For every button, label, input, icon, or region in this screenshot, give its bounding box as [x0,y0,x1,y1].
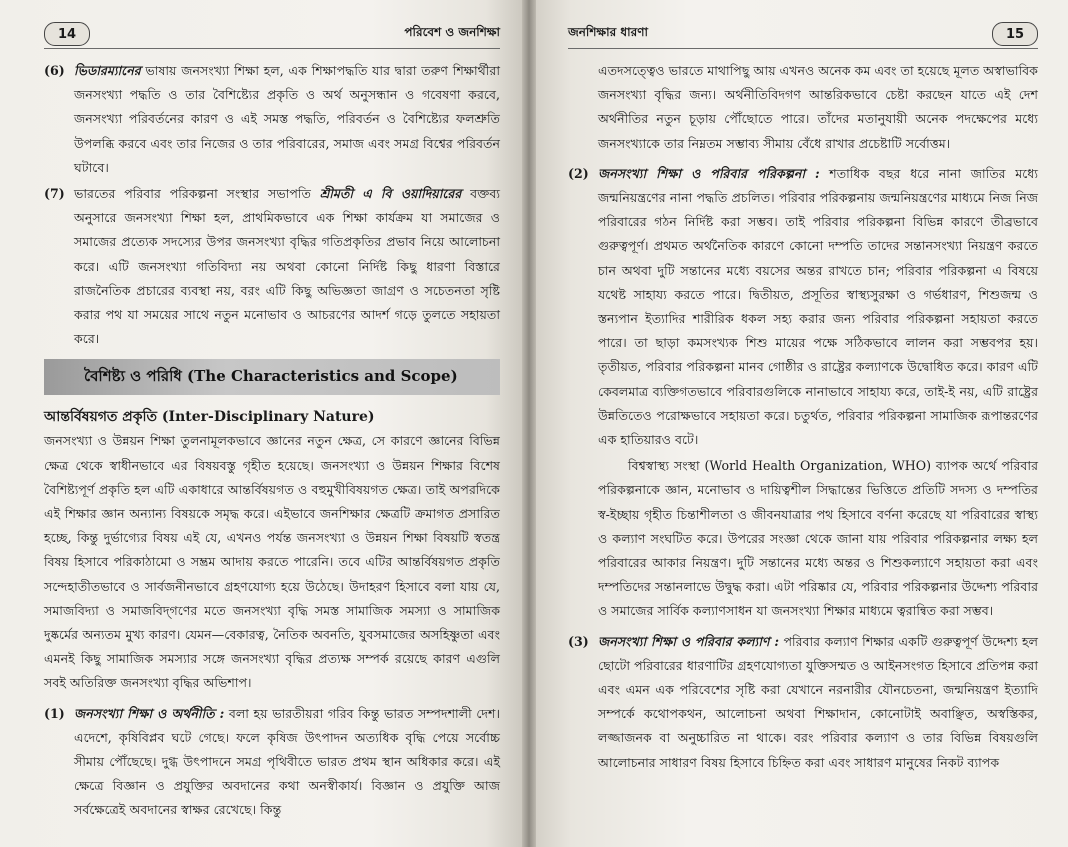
running-header-right: জনশিক্ষার ধারণা [568,25,648,39]
list-item-7 [44,182,500,351]
right-page [528,0,1068,847]
item-term: জনসংখ্যা শিক্ষা ও অর্থনীতি : [74,705,225,721]
section-banner [44,359,500,395]
item-body-end: বক্তব্য অনুসারে জনসংখ্যা শিক্ষা হল, প্রাথমিকভাবে এক শিক্ষা কার্যক্রম যা সমাজের ও সমাজের প্রত্যেক সদস্যের উপর জনসংখ্যা বৃদ্ধির গতিপ্রকৃতির প্রভাব নিয়ে আলোচনা করে। এটি জনসংখ্যা গতিবিদ্যা নয় অথবা কোনো নির্দিষ্ট কিছু ধারণা বিস্তারে রাজনৈতিক প্রচারের ব্যবস্থা নয়, বরং এটি কিছু অভিজ্ঞতা জাগ্রণ ও সচেতনতা সৃষ্টি করার পথ যা সময়ের সাথে নতুন মনোভাব ও আচরণের আদর্শ গড়ে তুলতে সহায়তা করে। [74,186,500,347]
item-number: (6) [44,63,65,78]
item-body: বলা হয় ভারতীয়রা গরিব কিন্তু ভারত সম্পদশালী দেশ। এদেশে, কৃষিবিপ্লব ঘটে গেছে। ফলে কৃষিজ উৎপাদন অত্যধিক বৃদ্ধি পেয়ে সর্বোচ্চ সীমায় পৌঁছেছে। দুগ্ধ উৎপাদনে সমগ্র পৃথিবীতে ভারত প্রথম স্থান অধিকার করে। এই ক্ষেত্রে বিজ্ঞান ও প্রযুক্তির অবদানের কথা অনস্বীকার্য। বিজ্ঞান ও প্রযুক্তি আজ সর্বক্ষেত্রেই অবদানের স্বাক্ষর রেখেছে। কিন্তু [74,705,501,818]
item-term: ভিডারম্যানের [74,63,141,78]
running-header-left: পরিবেশ ও জনশিক্ষা [404,25,500,39]
list-item-6 [44,59,500,180]
item-text [74,59,500,180]
item-body-start: ভারতের পরিবার পরিকল্পনা সংস্থার সভাপতি [74,186,320,202]
page-number-right: 15 [992,22,1038,46]
body-paragraph: বিশ্বস্বাস্থ্য সংস্থা (World Health Organization, WHO) ব্যাপক অর্থে পরিবার পরিকল্পনাকে জ্ঞান, মনোভাব ও দায়িত্বশীল সিদ্ধান্তের ভিত্তিতে প্রতিটি সদস্য ও দম্পতির স্ব-ইচ্ছায় গৃহীত চিন্তাশীলতা ও জীবনযাত্রার পথ হিসাবে বর্ণনা করেছে যা পরিবারের স্বাস্থ্য ও কল্যাণ সংঘটিত করে। উপরের সংজ্ঞা থেকে জানা যায় পরিবার পরিকল্পনার লক্ষ্য হল পরিবারের আকার নিয়ন্ত্রণ। দুটি সন্তানের মধ্যে অন্তর ও শিশুকল্যাণে সহায়তা করা এবং দম্পতিদের সন্তানলাভে উদ্বুদ্ধ করা। এটা পরিষ্কার যে, পরিবার পরিকল্পনার উদ্দেশ্য পরিবার ও সমাজের সার্বিক কল্যাণসাধন যা জনসংখ্যা শিক্ষার মাধ্যমে ত্বরান্বিত করা সম্ভব। [598,458,1038,619]
body-paragraph: এতদসত্ত্বেও ভারতে মাথাপিছু আয় এখনও অনেক কম এবং তা হয়েছে মূলত অস্বাভাবিক জনসংখ্যা বৃদ্ধির জন্য। অর্থনীতিবিদগণ আন্তরিকভাবে চেষ্টা করছেন যাতে এই দেশ অর্থনীতির নতুন চূড়ায় পৌঁছোতে পারে। তাঁদের মতানুযায়ী অনেক পদক্ষেপের মধ্যে জনসংখ্যাকে তার নিম্নতম সম্ভাব্য সীমায় বেঁধে রাখার প্রচেষ্টাটি সর্বোত্তম। [598,63,1038,151]
item-number: (3) [568,633,589,649]
item-text [74,182,500,351]
book-gutter [522,0,536,847]
section-title: বৈশিষ্ট্য ও পরিধি (The Characteristics and Scope) [84,366,458,385]
list-item-1 [44,702,500,823]
item-text [74,702,500,823]
right-page-header [568,20,1038,49]
item-term: জনসংখ্যা শিক্ষা ও পরিবার কল্যাণ : [598,633,779,649]
body-paragraph: জনসংখ্যা ও উন্নয়ন শিক্ষা তুলনামূলকভাবে জ্ঞানের নতুন ক্ষেত্র, সে কারণে জ্ঞানের বিভিন্ন ক্ষেত্র থেকে স্বাধীনভাবে এর বিষয়বস্তু গৃহীত হয়েছে। জনসংখ্যা ও উন্নয়ন শিক্ষার বিশেষ বৈশিষ্ট্যপূর্ণ প্রকৃতি হল এটি একাধারে আন্তর্বিষয়গত ও বহুমুখীবিষয়গত ক্ষেত্র। তাই অপরদিকে এই শিক্ষার জ্ঞান অন্যান্য বিষয়কে সমৃদ্ধ করে। এইভাবে জনশিক্ষার ক্ষেত্রটি ক্রমাগত প্রসারিত হচ্ছে, কিন্তু দুর্ভাগ্যের বিষয় এই যে, এখনও পর্যন্ত জনসংখ্যা ও উন্নয়ন শিক্ষা বিষয়টি স্বতন্ত্র বিষয় হিসাবে পরিকাঠামো ও সম্ভ্রম আদায় করতে পারেনি। তবে এটির আন্তর্বিষয়গত প্রকৃতি সন্দেহাতীতভাবে ও সার্বজনীনভাবে গ্রহণযোগ্য হয়ে উঠেছে। উদাহরণ হিসাবে বলা যায় যে, সমাজবিদ্যা ও সমাজবিদ্‌গণের মতে জনসংখ্যা বৃদ্ধি সমস্ত সামাজিক সমস্যা ও সামাজিক দুষ্কর্মের অন্যতম মুখ্য কারণ। যেমন—বেকারত্ব, নৈতিক অবনতি, যুবসমাজের অসহিষ্ণুতা এবং এমনই কিছু সামাজিক সমস্যার সঙ্গে জনসংখ্যা বৃদ্ধির প্রত্যক্ষ সম্পর্ক রয়েছে কারণ এগুলি সবই অতিরিক্ত জনসংখ্যা বৃদ্ধির অভিশাপ। [44,433,500,691]
list-item-2 [568,162,1038,452]
left-page-header [44,20,500,49]
item-text [598,630,1038,775]
item-number: (7) [44,186,65,202]
item-term: শ্রীমতী এ বি ওয়াদিয়ারের [319,186,462,202]
item-number: (2) [568,165,589,181]
item-body: শতাধিক বছর ধরে নানা জাতির মধ্যে জন্মনিয়ন্ত্রণের নানা পদ্ধতি প্রচলিত। পরিবার পরিকল্পনায় জন্মনিয়ন্ত্রণের মাধ্যমে নিজ নিজ পরিবারের গঠন নির্দিষ্ট করা সম্ভব। তাই পরিবার পরিকল্পনা বিভিন্ন কারণে তীব্রভাবে গুরুত্বপূর্ণ। প্রথমত অর্থনৈতিক কারণে কোনো দম্পতি তাদের সন্তানসংখ্যা নিয়ন্ত্রণ করতে চান অথবা দুটি সন্তানের মধ্যে বয়সের অন্তর রাখতে চান; পরিবার পরিকল্পনা এ বিষয়ে যথেষ্ট সাহায্য করতে পারে। দ্বিতীয়ত, প্রসূতির স্বাস্থ্যসুরক্ষা ও গর্ভধারণ, শিশুজন্ম ও স্তন্যপান ইত্যাদির শারীরিক ধকল সহ্য করার জন্য পরিবার পরিকল্পনা সহায়তা করতে পারে। তা ছাড়া কমসংখ্যক শিশু মায়ের পক্ষে সঠিকভাবে লালন করা সম্ভবপর হয়। তৃতীয়ত, পরিবার পরিকল্পনা মানব গোষ্ঠীর ও রাষ্ট্রের কল্যাণকে উদ্বোধিত করে। কারণ এটি কেবলমাত্র ব্যক্তিগতভাবে পরিবারগুলিকে নানাভাবে সাহায্য করে, তাই-ই নয়, এটি রাষ্ট্রের উন্নতিতেও পরোক্ষভাবে সহায়তা করে। চতুর্থত, পরিবার পরিকল্পনা সামাজিক রূপান্তরণের এক হাতিয়ারও বটে। [598,165,1038,448]
left-page [0,0,528,847]
list-item-3 [568,630,1038,775]
item-body: পরিবার কল্যাণ শিক্ষার একটি গুরুত্বপূর্ণ উদ্দেশ্য হল ছোটো পরিবারের ধারণাটির গ্রহণযোগ্যতা যুক্তিসম্মত ও আইনসংগত হিসাবে প্রতিপন্ন করা এবং এমন এক পরিবেশের সৃষ্টি করা যেখানে নরনারীর যৌনচেতনা, জন্মনিয়ন্ত্রণ ইত্যাদি সম্পর্কে কথোপকথন, আলোচনা অথবা শিক্ষাদান, কোনোটাই অবাঞ্ছিত, অস্বস্তিকর, লজ্জাজনক বা অনুচ্চারিত না থাকে। বরং পরিবার কল্যাণ ও তার বিভিন্ন বিষয়গুলি আলোচনার সাধারণ বিষয় হিসাবে চিহ্নিত করা এবং সাধারণ মানুষের নিকট ব্যাপক [598,633,1038,770]
page-number-left: 14 [44,22,90,46]
item-body: ভাষায় জনসংখ্যা শিক্ষা হল, এক শিক্ষাপদ্ধতি যার দ্বারা তরুণ শিক্ষার্থীরা জনসংখ্যা পদ্ধতি ও তার বৈশিষ্ট্যের প্রকৃতি ও অর্থ অনুসন্ধান ও গবেষণা করবে, জনসংখ্যা পরিবর্তনের কারণ ও এই সমস্ত পদ্ধতি, পরিবর্তন ও বৈশিষ্ট্যের ফলশ্রুতি উপলব্ধি করবে এবং তার নিজের ও তার পরিবারের, সমাজ এবং সমগ্র বিশ্বের পরিবর্তন ঘটাবে। [74,63,500,175]
item-number: (1) [44,705,65,721]
item-term: জনসংখ্যা শিক্ষা ও পরিবার পরিকল্পনা : [598,165,820,181]
item-text [598,162,1038,452]
subheading: আন্তর্বিষয়গত প্রকৃতি (Inter-Disciplinary Nature) [44,409,375,426]
